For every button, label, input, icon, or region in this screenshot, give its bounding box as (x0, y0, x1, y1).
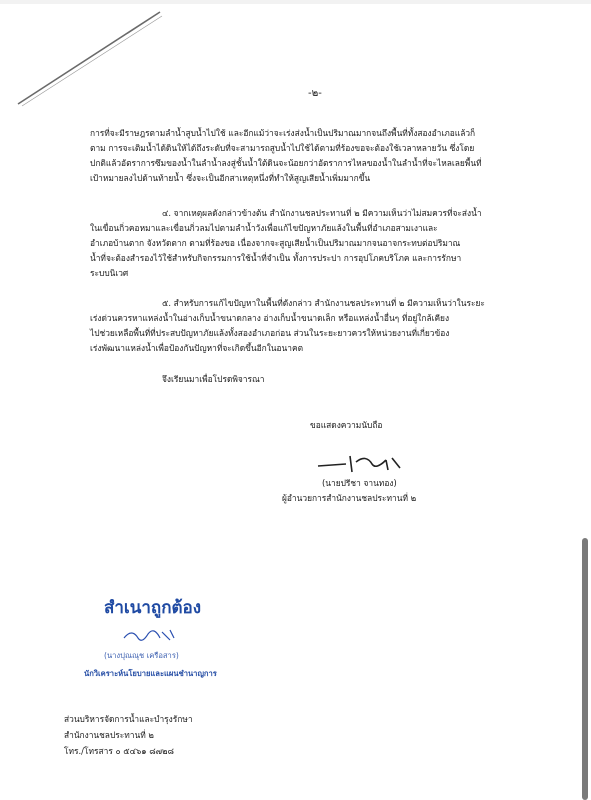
body-line: ๕. สำหรับการแก้ไขปัญหาในพื้นที่ดังกล่าว สำนักงานชลประทานที่ ๒ มีความเห็นว่าในระยะ (162, 298, 485, 308)
body-line: เป้าหมายลงไปด้านท้ายน้ำ ซึ่งจะเป็นอีกสาเหตุหนึ่งที่ทำให้สูญเสียน้ำเพิ่มมากขึ้น (90, 173, 371, 183)
body-line: เร่งพัฒนาแหล่งน้ำเพื่อป้องกันปัญหาที่จะเกิดขึ้นอีกในอนาคต (90, 343, 304, 353)
stamp-certifier-name: (นางปุณณุช เครือสาร) (104, 651, 179, 660)
body-line: ปกติแล้วอัตราการซึมของน้ำในลำน้ำลงสู่ชั้นน้ำใต้ดินจะน้อยกว่าอัตราการไหลของน้ำในลำน้ำที่จะไหลเลยพื้นที่ (90, 158, 482, 168)
body-line: อำเภอบ้านตาก จังหวัดตาก ตามที่ร้องขอ เนื่องจากจะสูญเสียน้ำเป็นปริมาณมากจนอาจกระทบต่อปริมาณ (90, 238, 461, 248)
handwritten-signature (316, 452, 406, 474)
body-line: น้ำที่จะต้องสำรองไว้ใช้สำหรับกิจกรรมการใช้น้ำที่จำเป็น ทั้งการประปา การอุปโภคบริโภค และการรักษา (90, 253, 462, 263)
page-number: -๒- (308, 88, 322, 99)
closing-line: จึงเรียนมาเพื่อโปรดพิจารณา (162, 374, 265, 384)
footer-department: ส่วนบริหารจัดการน้ำและบำรุงรักษา (64, 714, 193, 724)
stamp-signature (120, 624, 180, 646)
stamp-certifier-role: นักวิเคราะห์นโยบายและแผนชำนาญการ (84, 669, 217, 678)
scan-artifact-line (14, 8, 164, 108)
signer-name: (นายปรีชา จานทอง) (322, 478, 397, 488)
footer-office: สำนักงานชลประทานที่ ๒ (64, 730, 154, 740)
window-top-edge (0, 0, 591, 4)
respect-line: ขอแสดงความนับถือ (310, 420, 383, 430)
body-line: ระบบนิเวศ (90, 268, 129, 278)
vertical-scrollbar[interactable] (582, 538, 588, 800)
certified-copy-stamp: สำเนาถูกต้อง (104, 598, 202, 618)
body-line: ในเขื่อนกิ่วคอหมาและเขื่อนกิ่วลมไปตามลำน้ำวังเพื่อแก้ไขปัญหาภัยแล้งในพื้นที่อำเภอสามเงาและ (90, 223, 438, 233)
body-line: ไปช่วยเหลือพื้นที่ที่ประสบปัญหาภัยแล้งทั้งสองอำเภอก่อน ส่วนในระยะยาวควรให้หน่วยงานที่เกี่ยวข้อง (90, 328, 450, 338)
body-line: เร่งด่วนควรหาแหล่งน้ำในอ่างเก็บน้ำขนาดกลาง อ่างเก็บน้ำขนาดเล็ก หรือแหล่งน้ำอื่นๆ ที่อยู่ใกล้เคียง (90, 313, 450, 323)
footer-phone: โทร./โทรสาร ๐ ๕๔๖๑ ๘๗๒๘ (64, 746, 174, 756)
body-line: ตาม การจะเติมน้ำได้ดินให้ได้ถึงระดับที่จะสามารถสูบน้ำไปใช้ได้ตามที่ร้องขอจะต้องใช้เวลาหลายวัน ซึ่งโดย (90, 143, 475, 153)
body-line: ๔. จากเหตุผลดังกล่าวข้างต้น สำนักงานชลประทานที่ ๒ มีความเห็นว่าไม่สมควรที่จะส่งน้ำ (162, 208, 482, 218)
signer-position: ผู้อำนวยการสำนักงานชลประทานที่ ๒ (282, 493, 417, 503)
body-line: การที่จะมีราษฎรตามลำน้ำสูบน้ำไปใช้ และอีกแม้ว่าจะเร่งส่งน้ำเป็นปริมาณมากจนถึงพื้นที่ทั้งสองอำเภอแล้วก็ (90, 128, 476, 138)
